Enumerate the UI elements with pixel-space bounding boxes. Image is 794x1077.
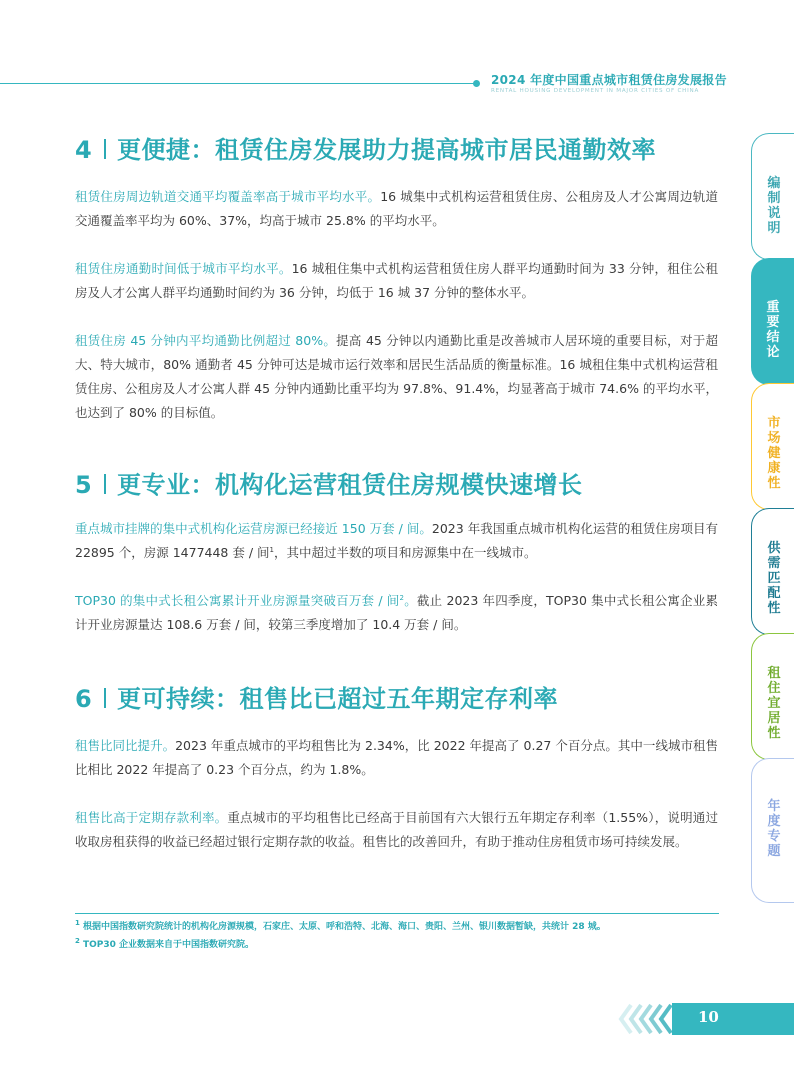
paragraph-highlight: TOP30 的集中式长租公寓累计开业房源量突破百万套 / 间 xyxy=(75,593,400,608)
section-title: 更专业：机构化运营租赁住房规模快速增长 xyxy=(117,471,583,499)
tab-compilation-notes[interactable] xyxy=(751,133,794,260)
paragraph-text: 16 城集中式机构运营租赁住房、公租房及人才公寓周边轨道交通覆盖率平均为 60%、37%，均高于城市 25.8% 的平均水平。 xyxy=(75,189,718,228)
paragraph xyxy=(75,806,718,854)
section-divider xyxy=(104,688,106,708)
chevrons-icon xyxy=(617,1003,677,1035)
paragraph xyxy=(75,329,718,425)
paragraph-highlight: 租售比高于定期存款利率。 xyxy=(75,810,228,825)
paragraph xyxy=(75,589,718,637)
section-divider xyxy=(104,474,106,494)
paragraph xyxy=(75,517,718,565)
paragraph-text: ，其中超过半数的项目和房源集中在一线城市。 xyxy=(273,545,537,560)
paragraph-text: 重点城市的平均租售比已经高于目前国有六大银行五年期定存利率（1.55%），说明通过收取房租获得的收益已经超过银行定期存款的收益。租售比的改善回升，有助于推动住房租赁市场可持续发展。 xyxy=(75,810,718,849)
header-rule-dot xyxy=(473,80,480,87)
footnote-mark: 1 xyxy=(75,919,80,927)
section-number: 6 xyxy=(75,685,93,713)
tab-label: 年度专题 xyxy=(767,799,781,859)
page-number-bar xyxy=(672,1003,794,1035)
tab-annual-topic[interactable] xyxy=(751,758,794,903)
paragraph-highlight: 租赁住房通勤时间低于城市平均水平。 xyxy=(75,261,292,276)
report-subtitle: RENTAL HOUSING DEVELOPMENT IN MAJOR CITIES OF CHINA xyxy=(491,88,700,94)
footnote xyxy=(75,939,254,951)
paragraph xyxy=(75,257,718,305)
tab-label: 编制说明 xyxy=(767,176,781,236)
paragraph-text: 2023 年重点城市的平均租售比为 2.34%，比 2022 年提高了 0.27 个百分点。其中一线城市租售比相比 2022 年提高了 0.23 个百分点，约为 1.8%。 xyxy=(75,738,718,777)
section-divider xyxy=(104,139,106,159)
section-heading-4 xyxy=(75,130,656,165)
footnote-ref[interactable]: 2 xyxy=(399,593,404,602)
tab-label: 租住宜居性 xyxy=(767,666,781,741)
footnote-ref[interactable]: 1 xyxy=(269,545,274,554)
paragraph-text: 截止 2023 年四季度，TOP30 集中式长租公寓企业累计开业房源量达 108.6 万套 / 间，较第三季度增加了 10.4 万套 / 间。 xyxy=(75,593,718,632)
tab-label: 市场健康性 xyxy=(767,416,781,491)
paragraph xyxy=(75,185,718,233)
tab-livability[interactable] xyxy=(751,633,794,760)
paragraph-highlight: 。 xyxy=(403,593,417,608)
section-title: 更可持续：租售比已超过五年期定存利率 xyxy=(117,685,558,713)
footnote-text: TOP30 企业数据来自于中国指数研究院。 xyxy=(83,940,255,950)
report-title: 2024 年度中国重点城市租赁住房发展报告 xyxy=(491,73,727,87)
header-rule xyxy=(0,83,478,84)
footnote-mark: 2 xyxy=(75,937,80,945)
tab-label: 重要结论 xyxy=(766,300,780,360)
tab-market-health[interactable] xyxy=(751,383,794,510)
section-heading-5 xyxy=(75,465,583,500)
section-title: 更便捷：租赁住房发展助力提高城市居民通勤效率 xyxy=(117,136,656,164)
footnote-text: 根据中国指数研究院统计的机构化房源规模，石家庄、太原、呼和浩特、北海、海口、贵阳、兰州、银川数据暂缺，共统计 28 城。 xyxy=(83,922,606,932)
paragraph-highlight: 租售比同比提升。 xyxy=(75,738,176,753)
footnote xyxy=(75,921,606,933)
paragraph-highlight: 重点城市挂牌的集中式机构化运营房源已经接近 150 万套 / 间。 xyxy=(75,521,432,536)
paragraph xyxy=(75,734,718,782)
paragraph-highlight: 租赁住房 45 分钟内平均通勤比例超过 80%。 xyxy=(75,333,337,348)
section-number: 5 xyxy=(75,471,93,499)
tab-supply-demand[interactable] xyxy=(751,508,794,635)
section-heading-6 xyxy=(75,679,558,714)
paragraph-text: 提高 45 分钟以内通勤比重是改善城市人居环境的重要目标，对于超大、特大城市，80% 通勤者 45 分钟可达是城市运行效率和居民生活品质的衡量标准。16 城租住集中式机构运营租赁住房、公租房及人才公寓人群 45 分钟内通勤比重平均为 97.8%、91.4%，均显著高于城市 74.6% 的平均水平，也达到了 80% 的目标值。 xyxy=(75,333,718,420)
paragraph-text: 16 城租住集中式机构运营租赁住房人群平均通勤时间为 33 分钟，租住公租房及人才公寓人群平均通勤时间约为 36 分钟，均低于 16 城 37 分钟的整体水平。 xyxy=(75,261,718,300)
tab-label: 供需匹配性 xyxy=(767,541,781,616)
tab-key-conclusions[interactable] xyxy=(751,258,794,385)
page-number: 10 xyxy=(698,1008,719,1026)
paragraph-highlight: 租赁住房周边轨道交通平均覆盖率高于城市平均水平。 xyxy=(75,189,381,204)
section-number: 4 xyxy=(75,136,93,164)
footnote-rule xyxy=(75,913,719,914)
paragraph-text: 2023 年我国重点城市机构化运营的租赁住房项目有 22895 个，房源 1477448 套 / 间 xyxy=(75,521,718,560)
